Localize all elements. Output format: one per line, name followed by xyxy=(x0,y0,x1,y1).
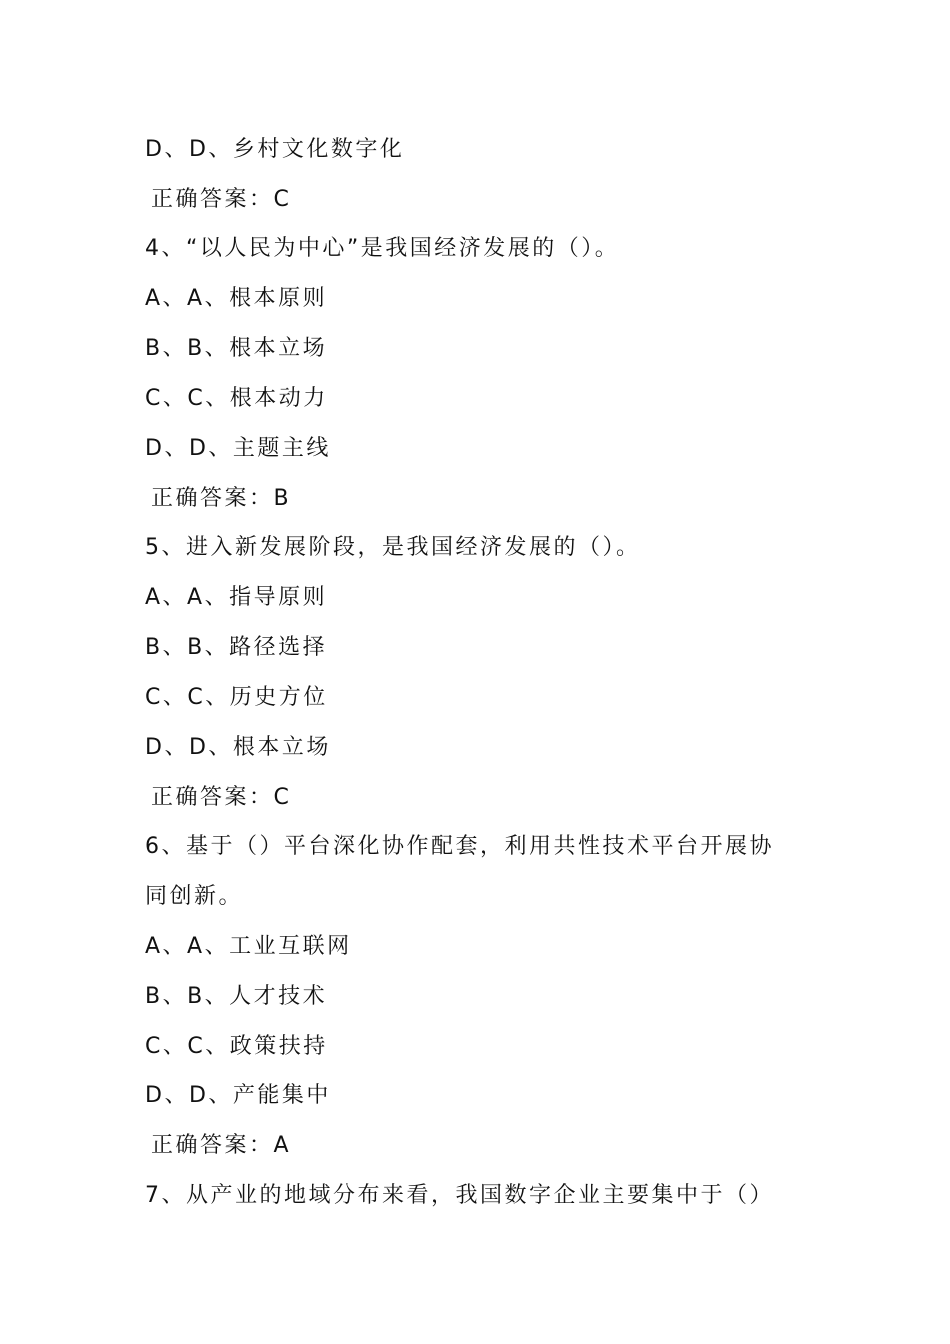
option-b-q6: B、B、人才技术 xyxy=(145,984,328,1009)
option-c-q6: C、C、政策扶持 xyxy=(145,1034,328,1059)
option-a-q6: A、A、工业互联网 xyxy=(145,934,352,959)
option-a-q4: A、A、根本原则 xyxy=(145,286,328,311)
question-4: 4、“以人民为中心”是我国经济发展的（）。 xyxy=(145,236,620,261)
option-a-q5: A、A、指导原则 xyxy=(145,585,328,610)
question-5: 5、进入新发展阶段，是我国经济发展的（）。 xyxy=(145,535,641,560)
option-d-q6: D、D、产能集中 xyxy=(145,1083,331,1108)
option-d-q5: D、D、根本立场 xyxy=(145,735,331,760)
question-7: 7、从产业的地域分布来看，我国数字企业主要集中于（） xyxy=(145,1183,774,1208)
option-b-q5: B、B、路径选择 xyxy=(145,635,328,660)
answer-q4: 正确答案：B xyxy=(151,486,292,511)
question-6-continued: 同创新。 xyxy=(145,884,244,909)
option-c-q5: C、C、历史方位 xyxy=(145,685,328,710)
option-c-q4: C、C、根本动力 xyxy=(145,386,328,411)
answer-q6: 正确答案：A xyxy=(151,1133,292,1158)
question-6: 6、基于（）平台深化协作配套，利用共性技术平台开展协 xyxy=(145,834,774,859)
option-d-q4: D、D、主题主线 xyxy=(145,436,331,461)
option-d-q3: D、D、乡村文化数字化 xyxy=(145,137,405,162)
option-b-q4: B、B、根本立场 xyxy=(145,336,328,361)
answer-q3: 正确答案：C xyxy=(151,187,292,212)
answer-q5: 正确答案：C xyxy=(151,785,292,810)
